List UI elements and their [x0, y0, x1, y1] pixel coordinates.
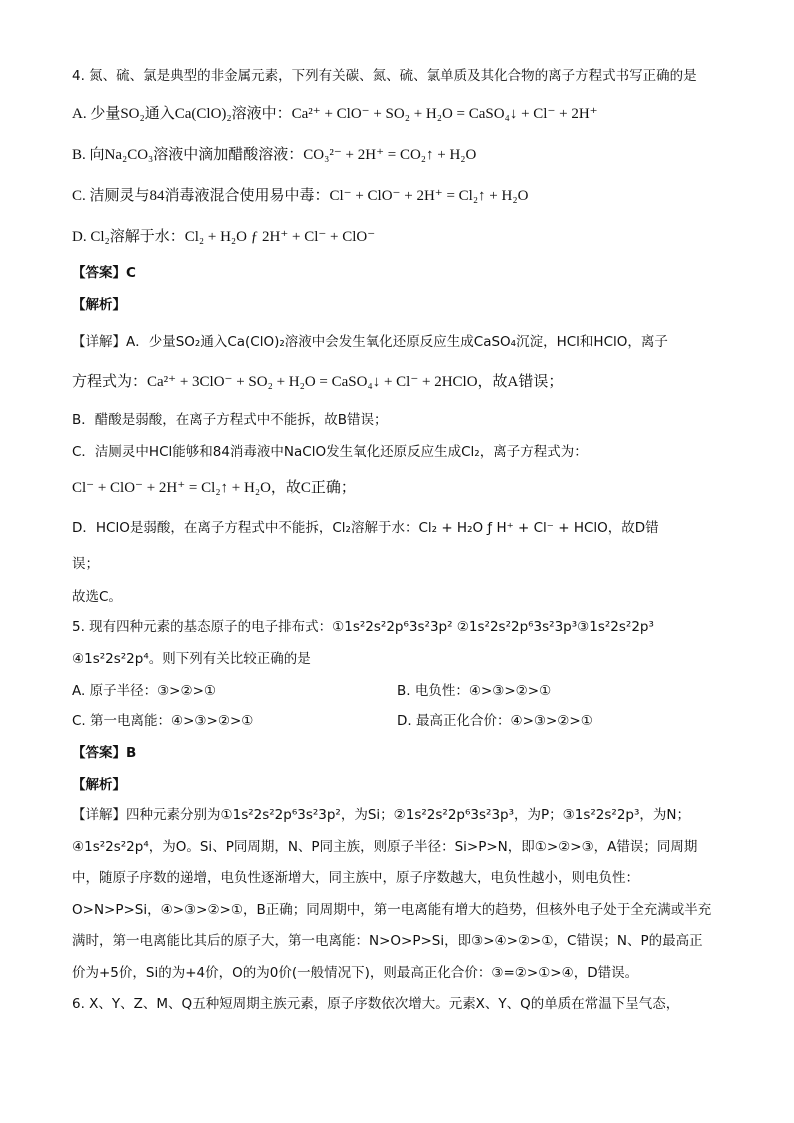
q5-detail-line: 价为+5价，Si的为+4价，O的为0价(一般情况下)，则最高正化合价：③=②>①>④，D错误。: [72, 965, 639, 981]
q5-analysis-title: 【解析】: [72, 777, 126, 793]
q5-option-d: D. 最高正化合价：④>③>②>①: [397, 713, 593, 729]
q4-analysis-title: 【解析】: [72, 297, 126, 313]
q5-detail-line: 满时，第一电离能比其后的原子大，第一电离能：N>O>P>Si，即③>④>②>①，C错误；N、P的最高正: [72, 933, 703, 949]
q4-detail-line: Cl⁻ + ClO⁻ + 2H⁺ = Cl₂↑ + H₂O，故C正确；: [72, 480, 356, 496]
q5-detail-line: 中，随原子序数的递增，电负性逐渐增大，同主族中，原子序数越大，电负性越小，则电负性：: [72, 870, 639, 886]
q5-option-b: B. 电负性：④>③>②>①: [397, 683, 552, 699]
q6-stem: 6. X、Y、Z、M、Q五种短周期主族元素，原子序数依次增大。元素X、Y、Q的单质在常温下呈气态，: [72, 996, 680, 1012]
q4-detail-line: B．醋酸是弱酸，在离子方程式中不能拆，故B错误；: [72, 412, 388, 428]
q5-stem-line1: 5. 现有四种元素的基态原子的电子排布式：①1s²2s²2p⁶3s²3p² ②1s²2s²2p⁶3s²3p³③1s²2s²2p³: [72, 619, 654, 635]
q4-stem: 4. 氮、硫、氯是典型的非金属元素，下列有关碳、氮、硫、氯单质及其化合物的离子方程式书写正确的是: [72, 68, 697, 84]
q5-detail-line: O>N>P>Si，④>③>②>①，B正确；同周期中，第一电离能有增大的趋势，但核外电子处于全充满或半充: [72, 902, 712, 918]
q4-detail-line: C．洁厕灵中HCl能够和84消毒液中NaClO发生氧化还原反应生成Cl₂，离子方程式为：: [72, 444, 588, 460]
q5-option-c: C. 第一电离能：④>③>②>①: [72, 713, 254, 729]
q5-detail-line: 【详解】四种元素分别为①1s²2s²2p⁶3s²3p²，为Si；②1s²2s²2p⁶3s²3p³，为P；③1s²2s²2p³，为N；: [72, 807, 690, 823]
q4-option-d: D. Cl₂溶解于水：Cl₂ + H₂O ƒ 2H⁺ + Cl⁻ + ClO⁻: [72, 229, 376, 245]
q4-answer: 【答案】C: [72, 265, 136, 281]
q4-detail-line: 故选C。: [72, 589, 122, 605]
q4-detail-line: 误；: [72, 556, 99, 572]
q4-detail-line: D．HClO是弱酸，在离子方程式中不能拆，Cl₂溶解于水：Cl₂ + H₂O ƒ H⁺ + Cl⁻ + HClO，故D错: [72, 520, 659, 536]
q5-stem-line2: ④1s²2s²2p⁴。则下列有关比较正确的是: [72, 651, 311, 667]
q4-detail-line: 方程式为：Ca²⁺ + 3ClO⁻ + SO₂ + H₂O = CaSO₄↓ + Cl⁻ + 2HClO，故A错误；: [72, 374, 564, 390]
q5-detail-line: ④1s²2s²2p⁴，为O。Si、P同周期，N、P同主族，则原子半径：Si>P>N，即①>②>③，A错误；同周期: [72, 839, 698, 855]
q5-option-a: A. 原子半径：③>②>①: [72, 683, 217, 699]
q4-option-b: B. 向Na₂CO₃溶液中滴加醋酸溶液：CO₃²⁻ + 2H⁺ = CO₂↑ + H₂O: [72, 147, 477, 163]
q5-answer: 【答案】B: [72, 745, 137, 761]
q4-option-a: A. 少量SO₂通入Ca(ClO)₂溶液中：Ca²⁺ + ClO⁻ + SO₂ + H₂O = CaSO₄↓ + Cl⁻ + 2H⁺: [72, 106, 598, 122]
q4-detail-line: 【详解】A．少量SO₂通入Ca(ClO)₂溶液中会发生氧化还原反应生成CaSO₄沉淀，HCl和HClO，离子: [72, 334, 668, 350]
q4-option-c: C. 洁厕灵与84消毒液混合使用易中毒：Cl⁻ + ClO⁻ + 2H⁺ = Cl₂↑ + H₂O: [72, 188, 529, 204]
